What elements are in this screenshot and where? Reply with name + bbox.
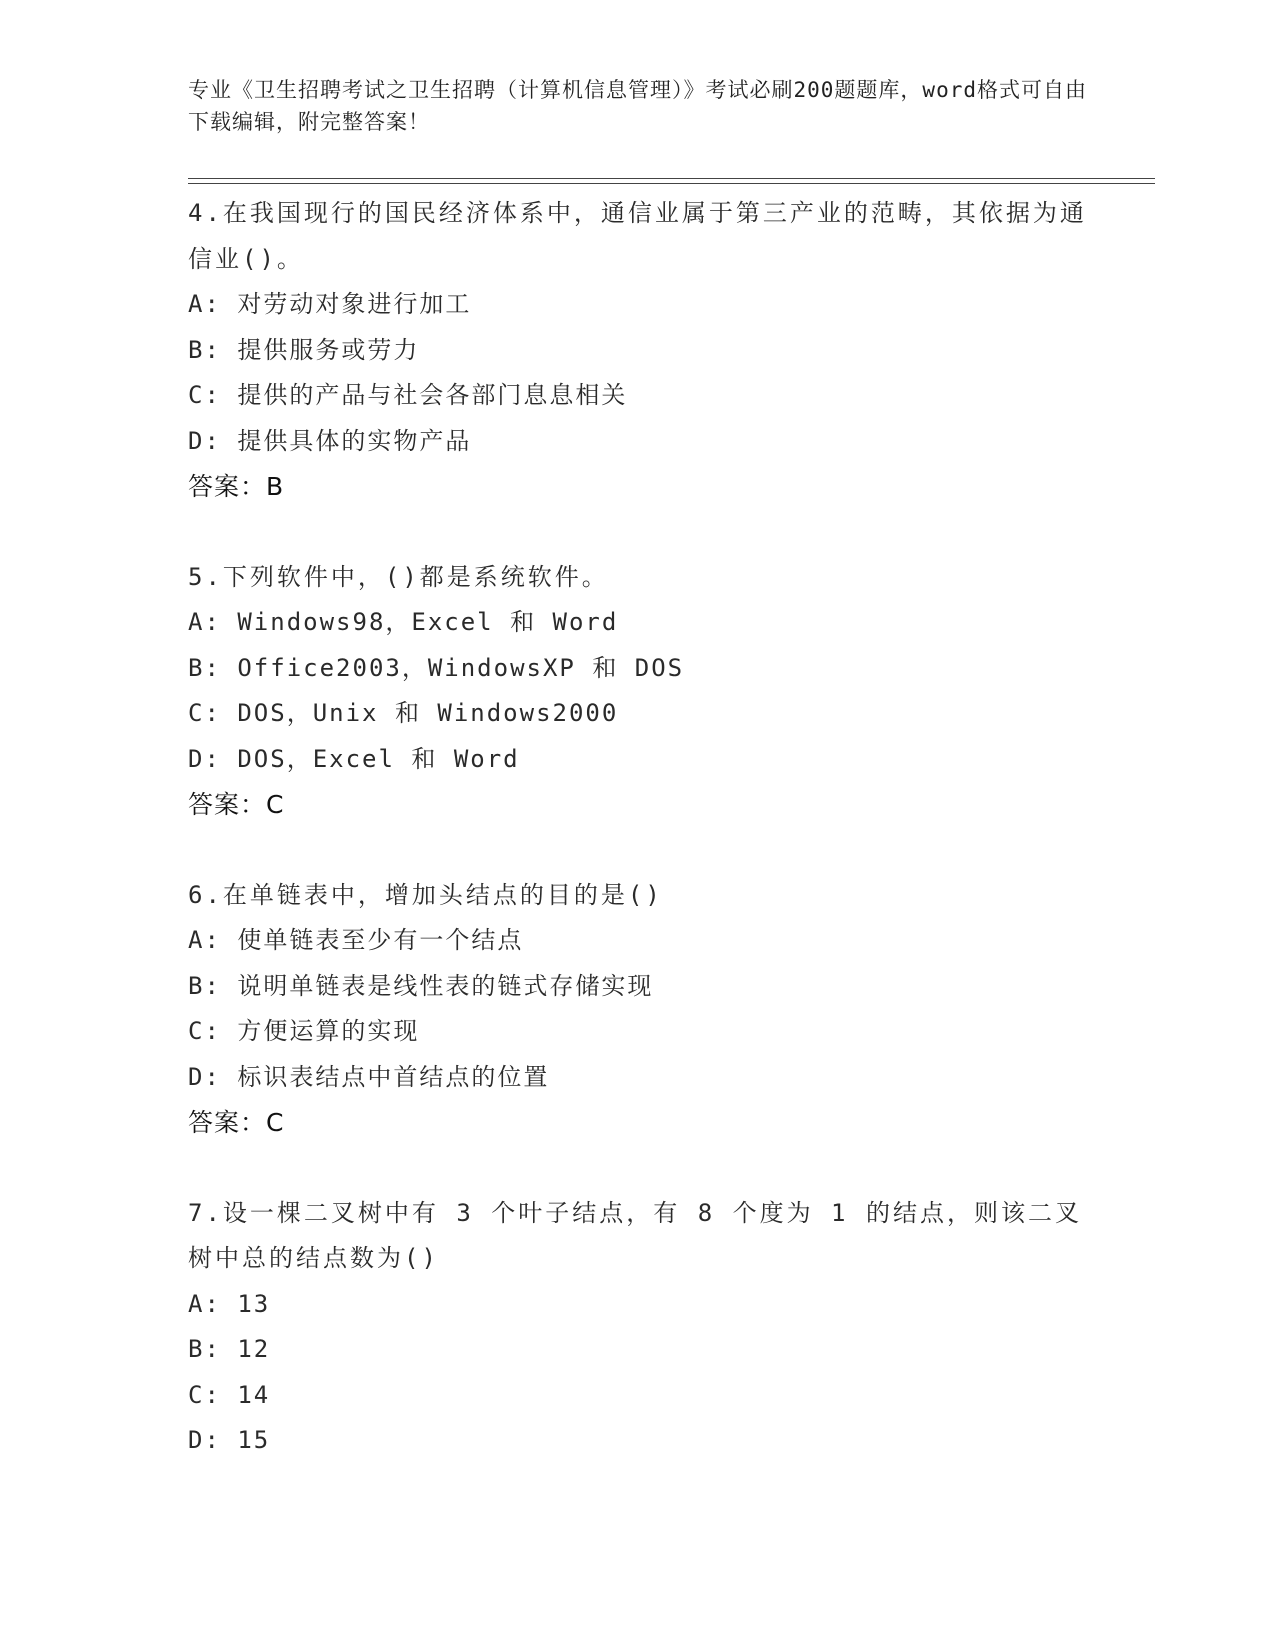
question-list [188,191,1088,1509]
question-5 [188,555,1088,828]
option-d: D: 提供具体的实物产品 [188,426,472,455]
header-divider-top [188,178,1155,179]
question-4 [188,191,1088,510]
option-c: C: DOS，Unix 和 Windows2000 [188,699,619,727]
option-d: D: 标识表结点中首结点的位置 [188,1062,550,1091]
header-title: 专业《卫生招聘考试之卫生招聘（计算机信息管理）》考试必刷200题题库，word格式可自由下载编辑，附完整答案！ [188,78,1087,134]
question-stem: 6.在单链表中，增加头结点的目的是() [188,880,663,909]
answer-label: 答案：C [188,790,285,819]
option-b: B: 提供服务或劳力 [188,335,420,364]
option-a: A: Windows98，Excel 和 Word [188,608,619,636]
question-stem: 7.设一棵二叉树中有 3 个叶子结点，有 8 个度为 1 的结点，则该二叉树中总的结点数为() [188,1198,1082,1272]
question-6 [188,873,1088,1146]
option-b: B: Office2003，WindowsXP 和 DOS [188,653,685,682]
option-c: C: 14 [188,1380,271,1409]
option-c: C: 方便运算的实现 [188,1017,420,1045]
option-a: A: 13 [188,1289,271,1318]
question-stem: 5.下列软件中，()都是系统软件。 [188,562,609,591]
question-stem: 4.在我国现行的国民经济体系中，通信业属于第三产业的范畴，其依据为通信业()。 [188,199,1087,273]
option-b: B: 12 [188,1335,271,1363]
option-d: D: DOS，Excel 和 Word [188,744,520,773]
option-b: B: 说明单链表是线性表的链式存储实现 [188,971,654,1000]
question-7 [188,1191,1088,1464]
option-a: A: 使单链表至少有一个结点 [188,926,524,954]
option-d: D: 15 [188,1426,271,1454]
document-header [188,74,1108,138]
option-c: C: 提供的产品与社会各部门息息相关 [188,381,628,409]
answer-label: 答案：C [188,1108,285,1137]
answer-label: 答案：B [188,472,285,501]
header-divider-bottom [188,183,1155,184]
option-a: A: 对劳动对象进行加工 [188,290,472,318]
